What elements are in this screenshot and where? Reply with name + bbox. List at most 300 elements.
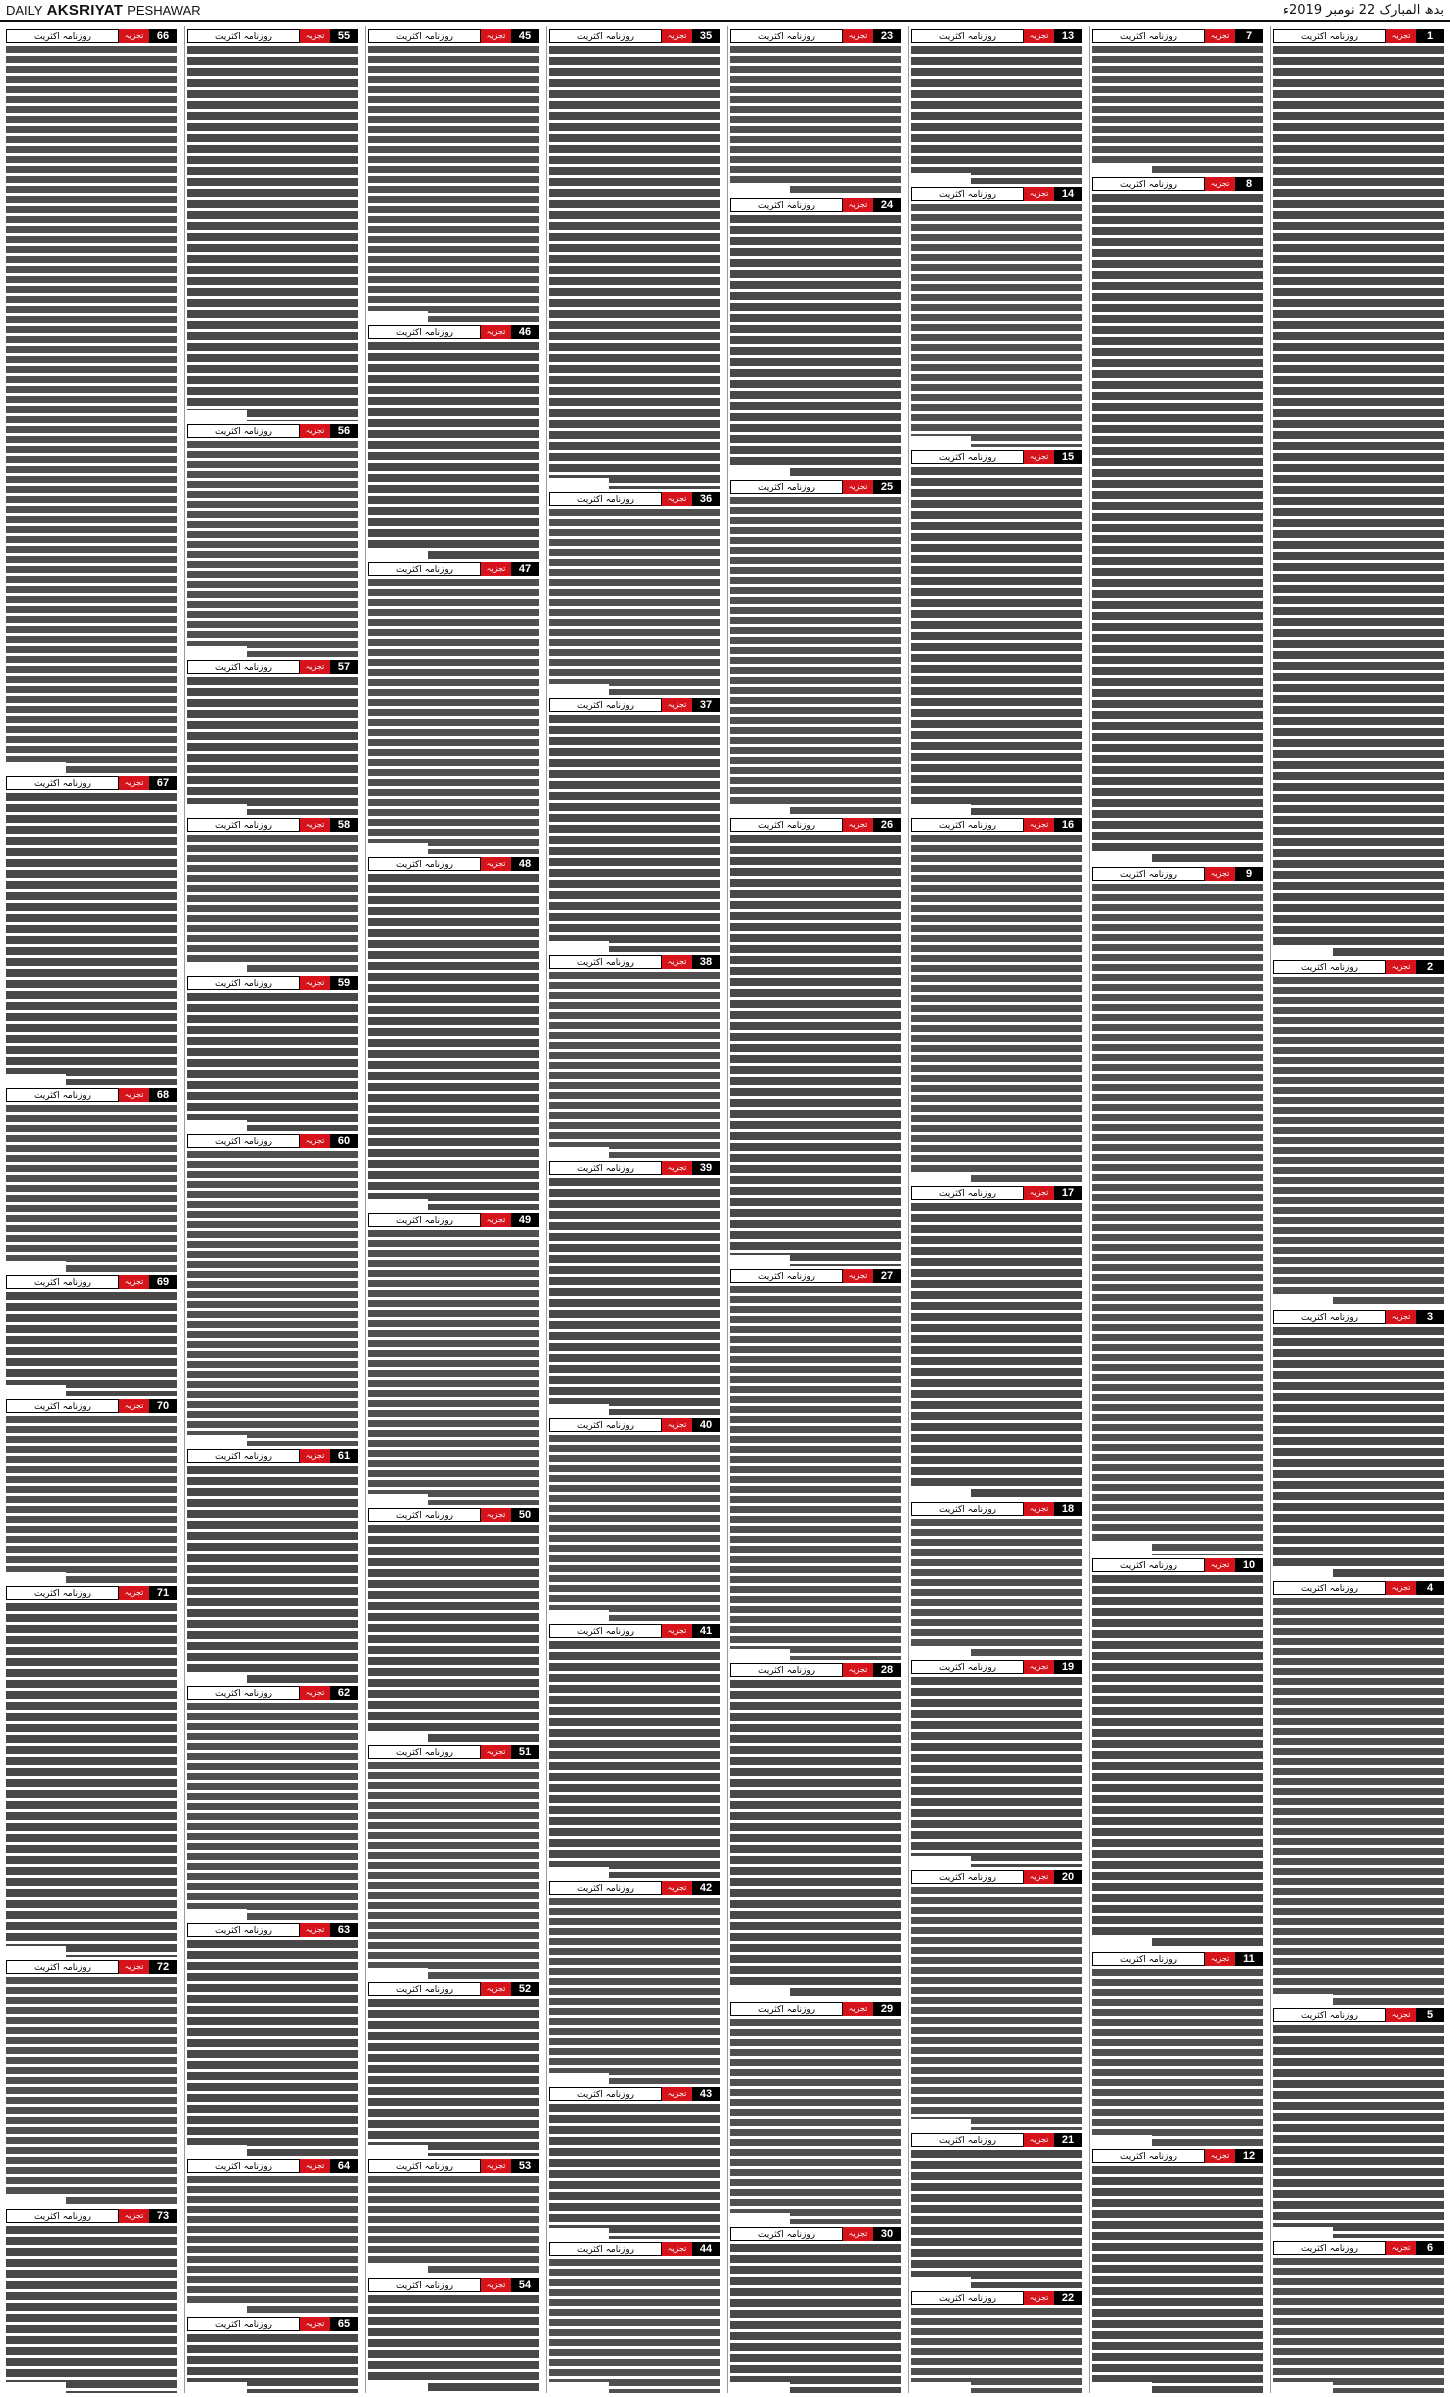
item-number: 36 bbox=[692, 492, 720, 506]
news-item-text bbox=[6, 1416, 177, 1583]
news-item-header bbox=[1092, 2149, 1263, 2163]
news-item-text bbox=[730, 215, 901, 477]
news-item-header bbox=[368, 2278, 539, 2292]
news-item-text bbox=[368, 2295, 539, 2393]
item-badge: تجزیہ bbox=[481, 857, 511, 871]
news-item-header bbox=[368, 2159, 539, 2173]
item-badge: تجزیہ bbox=[1024, 1660, 1054, 1674]
news-item bbox=[730, 1999, 901, 2224]
news-column bbox=[727, 26, 903, 2393]
news-item-header bbox=[187, 976, 358, 990]
news-item-text bbox=[730, 2019, 901, 2224]
item-badge: تجزیہ bbox=[481, 1213, 511, 1227]
item-source-label: روزنامہ اکثریت bbox=[1273, 29, 1386, 43]
news-item-header bbox=[549, 29, 720, 43]
item-source-label: روزنامہ اکثریت bbox=[1092, 1558, 1205, 1572]
news-item-text bbox=[730, 1286, 901, 1661]
item-number: 66 bbox=[149, 29, 177, 43]
item-source-label: روزنامہ اکثریت bbox=[1092, 867, 1205, 881]
news-item-text bbox=[911, 835, 1082, 1183]
item-number: 48 bbox=[511, 857, 539, 871]
news-item bbox=[187, 26, 358, 421]
news-item-header bbox=[187, 1923, 358, 1937]
item-number: 12 bbox=[1235, 2149, 1263, 2163]
news-item-header bbox=[368, 562, 539, 576]
item-number: 54 bbox=[511, 2278, 539, 2292]
item-source-label: روزنامہ اکثریت bbox=[187, 976, 300, 990]
item-source-label: روزنامہ اکثریت bbox=[911, 187, 1024, 201]
news-item-header bbox=[6, 1586, 177, 1600]
item-number: 62 bbox=[330, 1686, 358, 1700]
item-number: 13 bbox=[1054, 29, 1082, 43]
item-source-label: روزنامہ اکثریت bbox=[187, 1134, 300, 1148]
news-item-header bbox=[1092, 29, 1263, 43]
news-item-header bbox=[1273, 2008, 1444, 2022]
item-badge: تجزیہ bbox=[119, 1586, 149, 1600]
news-item-header bbox=[187, 1686, 358, 1700]
news-item-header bbox=[549, 1418, 720, 1432]
item-number: 4 bbox=[1416, 1581, 1444, 1595]
news-item bbox=[1092, 1949, 1263, 2146]
item-number: 44 bbox=[692, 2242, 720, 2256]
item-number: 27 bbox=[873, 1269, 901, 1283]
news-item bbox=[730, 195, 901, 477]
item-number: 59 bbox=[330, 976, 358, 990]
news-item-text bbox=[6, 1977, 177, 2206]
news-item bbox=[368, 1210, 539, 1506]
news-item-header bbox=[549, 2087, 720, 2101]
news-item-header bbox=[6, 1275, 177, 1289]
news-item-header bbox=[6, 1960, 177, 1974]
news-item bbox=[6, 2206, 177, 2393]
news-item-header bbox=[730, 29, 901, 43]
news-item-header bbox=[730, 2227, 901, 2241]
news-item-text bbox=[1092, 1969, 1263, 2146]
item-source-label: روزنامہ اکثریت bbox=[911, 1502, 1024, 1516]
item-badge: تجزیہ bbox=[1024, 1870, 1054, 1884]
news-item bbox=[911, 1657, 1082, 1867]
item-number: 28 bbox=[873, 1663, 901, 1677]
item-source-label: روزنامہ اکثریت bbox=[1273, 960, 1386, 974]
masthead bbox=[0, 0, 1450, 22]
item-badge: تجزیہ bbox=[1205, 177, 1235, 191]
news-item-header bbox=[911, 1186, 1082, 1200]
item-number: 24 bbox=[873, 198, 901, 212]
item-source-label: روزنامہ اکثریت bbox=[1273, 2008, 1386, 2022]
item-number: 47 bbox=[511, 562, 539, 576]
item-badge: تجزیہ bbox=[662, 1161, 692, 1175]
news-item-header bbox=[549, 698, 720, 712]
item-badge: تجزیہ bbox=[119, 776, 149, 790]
daily-label: DAILY bbox=[6, 2, 43, 18]
item-number: 20 bbox=[1054, 1870, 1082, 1884]
news-item-text bbox=[549, 46, 720, 489]
item-number: 15 bbox=[1054, 450, 1082, 464]
news-item bbox=[6, 773, 177, 1084]
item-number: 10 bbox=[1235, 1558, 1263, 1572]
news-item bbox=[1092, 1555, 1263, 1950]
item-number: 18 bbox=[1054, 1502, 1082, 1516]
news-item bbox=[368, 322, 539, 559]
item-badge: تجزیہ bbox=[1386, 960, 1416, 974]
news-item-header bbox=[549, 492, 720, 506]
city-label: PESHAWAR bbox=[127, 2, 201, 18]
item-source-label: روزنامہ اکثریت bbox=[6, 29, 119, 43]
news-column bbox=[908, 26, 1084, 2393]
item-number: 25 bbox=[873, 480, 901, 494]
item-badge: تجزیہ bbox=[1205, 1558, 1235, 1572]
news-item-text bbox=[1273, 2258, 1444, 2393]
news-item-header bbox=[368, 1213, 539, 1227]
news-item bbox=[187, 1131, 358, 1447]
item-badge: تجزیہ bbox=[662, 492, 692, 506]
news-item-text bbox=[911, 46, 1082, 184]
news-item-text bbox=[368, 2176, 539, 2274]
news-item bbox=[549, 1415, 720, 1621]
item-badge: تجزیہ bbox=[119, 1399, 149, 1413]
item-source-label: روزنامہ اکثریت bbox=[6, 1586, 119, 1600]
issue-date: بدھ المبارک 22 نومبر 2019ء bbox=[1282, 2, 1444, 18]
item-number: 38 bbox=[692, 955, 720, 969]
news-item-text bbox=[730, 1680, 901, 1998]
item-badge: تجزیہ bbox=[1024, 2291, 1054, 2305]
news-item-text bbox=[1092, 884, 1263, 1554]
item-badge: تجزیہ bbox=[662, 698, 692, 712]
item-source-label: روزنامہ اکثریت bbox=[6, 2209, 119, 2223]
item-number: 60 bbox=[330, 1134, 358, 1148]
item-source-label: روزنامہ اکثریت bbox=[368, 1213, 481, 1227]
news-item-header bbox=[368, 1745, 539, 1759]
item-badge: تجزیہ bbox=[1386, 29, 1416, 43]
news-item-header bbox=[187, 660, 358, 674]
item-badge: تجزیہ bbox=[481, 1982, 511, 1996]
item-badge: تجزیہ bbox=[662, 1624, 692, 1638]
news-column bbox=[546, 26, 722, 2393]
news-item bbox=[6, 1396, 177, 1583]
news-item-text bbox=[730, 497, 901, 815]
item-badge: تجزیہ bbox=[1024, 29, 1054, 43]
item-badge: تجزیہ bbox=[481, 2159, 511, 2173]
item-source-label: روزنامہ اکثریت bbox=[187, 2159, 300, 2173]
item-badge: تجزیہ bbox=[662, 2087, 692, 2101]
item-badge: تجزیہ bbox=[300, 424, 330, 438]
item-number: 42 bbox=[692, 1881, 720, 1895]
news-item-text bbox=[1273, 46, 1444, 957]
news-item-text bbox=[911, 1677, 1082, 1867]
news-item-text bbox=[1092, 1575, 1263, 1950]
news-item-text bbox=[911, 1519, 1082, 1657]
news-item bbox=[368, 559, 539, 855]
item-source-label: روزنامہ اکثریت bbox=[1273, 1581, 1386, 1595]
news-item-header bbox=[1273, 1581, 1444, 1595]
item-badge: تجزیہ bbox=[481, 2278, 511, 2292]
item-number: 51 bbox=[511, 1745, 539, 1759]
item-source-label: روزنامہ اکثریت bbox=[730, 818, 843, 832]
news-item-header bbox=[911, 2291, 1082, 2305]
news-item bbox=[187, 657, 358, 815]
item-number: 55 bbox=[330, 29, 358, 43]
news-item-header bbox=[187, 1449, 358, 1463]
item-badge: تجزیہ bbox=[300, 1923, 330, 1937]
news-item-text bbox=[730, 2244, 901, 2393]
news-item bbox=[187, 421, 358, 658]
news-item-header bbox=[368, 29, 539, 43]
item-badge: تجزیہ bbox=[843, 198, 873, 212]
item-badge: تجزیہ bbox=[481, 1745, 511, 1759]
item-number: 16 bbox=[1054, 818, 1082, 832]
news-column bbox=[184, 26, 360, 2393]
item-badge: تجزیہ bbox=[1024, 2133, 1054, 2147]
news-item bbox=[911, 26, 1082, 184]
news-item-text bbox=[368, 579, 539, 855]
item-source-label: روزنامہ اکثریت bbox=[549, 955, 662, 969]
item-number: 7 bbox=[1235, 29, 1263, 43]
news-item bbox=[730, 1266, 901, 1661]
news-item bbox=[187, 815, 358, 973]
news-item-text bbox=[1273, 1598, 1444, 2005]
item-number: 23 bbox=[873, 29, 901, 43]
news-item-text bbox=[6, 1105, 177, 1272]
item-source-label: روزنامہ اکثریت bbox=[368, 1745, 481, 1759]
news-item bbox=[549, 1621, 720, 1878]
item-source-label: روزنامہ اکثریت bbox=[368, 1982, 481, 1996]
news-item bbox=[1092, 26, 1263, 174]
news-item-text bbox=[549, 2104, 720, 2238]
news-item bbox=[911, 1499, 1082, 1657]
news-item-text bbox=[6, 1603, 177, 1957]
news-item-text bbox=[187, 46, 358, 421]
news-item-text bbox=[368, 1525, 539, 1742]
item-number: 2 bbox=[1416, 960, 1444, 974]
item-badge: تجزیہ bbox=[1024, 450, 1054, 464]
item-number: 5 bbox=[1416, 2008, 1444, 2022]
news-item-text bbox=[6, 1292, 177, 1397]
item-badge: تجزیہ bbox=[843, 1269, 873, 1283]
item-number: 57 bbox=[330, 660, 358, 674]
item-number: 70 bbox=[149, 1399, 177, 1413]
news-item-header bbox=[911, 818, 1082, 832]
news-item-text bbox=[549, 1898, 720, 2084]
item-number: 11 bbox=[1235, 1952, 1263, 1966]
news-item bbox=[911, 815, 1082, 1183]
news-item-header bbox=[911, 1502, 1082, 1516]
item-source-label: روزنامہ اکثریت bbox=[368, 2159, 481, 2173]
item-number: 29 bbox=[873, 2002, 901, 2016]
item-badge: تجزیہ bbox=[843, 1663, 873, 1677]
item-source-label: روزنامہ اکثریت bbox=[368, 29, 481, 43]
item-source-label: روزنامہ اکثریت bbox=[911, 1660, 1024, 1674]
news-item-text bbox=[187, 835, 358, 973]
item-badge: تجزیہ bbox=[119, 1960, 149, 1974]
item-number: 45 bbox=[511, 29, 539, 43]
item-badge: تجزیہ bbox=[662, 2242, 692, 2256]
news-item-header bbox=[730, 198, 901, 212]
item-number: 73 bbox=[149, 2209, 177, 2223]
news-item-text bbox=[6, 793, 177, 1084]
news-item-header bbox=[187, 1134, 358, 1148]
news-column bbox=[1270, 26, 1446, 2393]
item-number: 37 bbox=[692, 698, 720, 712]
news-item-header bbox=[1273, 960, 1444, 974]
news-item bbox=[730, 815, 901, 1266]
news-item-text bbox=[187, 441, 358, 658]
news-item bbox=[368, 1742, 539, 1979]
item-number: 9 bbox=[1235, 867, 1263, 881]
item-source-label: روزنامہ اکثریت bbox=[1092, 2149, 1205, 2163]
news-item bbox=[368, 2275, 539, 2393]
news-item bbox=[187, 1920, 358, 2157]
item-badge: تجزیہ bbox=[1205, 2149, 1235, 2163]
item-badge: تجزیہ bbox=[662, 1418, 692, 1432]
item-badge: تجزیہ bbox=[662, 955, 692, 969]
news-item-header bbox=[730, 818, 901, 832]
news-item-header bbox=[1092, 1558, 1263, 1572]
news-item bbox=[549, 26, 720, 489]
item-number: 50 bbox=[511, 1508, 539, 1522]
item-source-label: روزنامہ اکثریت bbox=[368, 325, 481, 339]
news-item-header bbox=[549, 955, 720, 969]
item-source-label: روزنامہ اکثریت bbox=[549, 2242, 662, 2256]
item-number: 72 bbox=[149, 1960, 177, 1974]
item-source-label: روزنامہ اکثریت bbox=[6, 1399, 119, 1413]
item-source-label: روزنامہ اکثریت bbox=[368, 562, 481, 576]
item-badge: تجزیہ bbox=[1386, 2241, 1416, 2255]
news-item bbox=[368, 1505, 539, 1742]
item-source-label: روزنامہ اکثریت bbox=[187, 818, 300, 832]
item-badge: تجزیہ bbox=[300, 2159, 330, 2173]
news-item bbox=[1273, 1307, 1444, 1579]
item-badge: تجزیہ bbox=[481, 29, 511, 43]
news-item-text bbox=[1092, 2166, 1263, 2393]
news-item-header bbox=[730, 1269, 901, 1283]
news-item bbox=[187, 973, 358, 1131]
paper-name: AKSRIYAT bbox=[46, 1, 124, 19]
item-badge: تجزیہ bbox=[1205, 1952, 1235, 1966]
item-source-label: روزنامہ اکثریت bbox=[368, 857, 481, 871]
news-item-text bbox=[187, 993, 358, 1131]
news-item bbox=[730, 477, 901, 815]
item-source-label: روزنامہ اکثریت bbox=[6, 1088, 119, 1102]
item-badge: تجزیہ bbox=[662, 1881, 692, 1895]
news-item-text bbox=[1273, 1327, 1444, 1579]
item-source-label: روزنامہ اکثریت bbox=[911, 2133, 1024, 2147]
news-item-header bbox=[187, 29, 358, 43]
news-item-header bbox=[549, 1624, 720, 1638]
news-item-text bbox=[549, 509, 720, 695]
item-number: 63 bbox=[330, 1923, 358, 1937]
item-source-label: روزنامہ اکثریت bbox=[6, 1275, 119, 1289]
item-source-label: روزنامہ اکثریت bbox=[549, 2087, 662, 2101]
item-number: 64 bbox=[330, 2159, 358, 2173]
item-badge: تجزیہ bbox=[1205, 867, 1235, 881]
item-badge: تجزیہ bbox=[1205, 29, 1235, 43]
item-number: 6 bbox=[1416, 2241, 1444, 2255]
item-source-label: روزنامہ اکثریت bbox=[187, 1923, 300, 1937]
news-item-text bbox=[187, 2334, 358, 2393]
news-item-header bbox=[1092, 867, 1263, 881]
news-item bbox=[6, 1085, 177, 1272]
item-badge: تجزیہ bbox=[843, 29, 873, 43]
news-item-header bbox=[187, 818, 358, 832]
news-item bbox=[911, 184, 1082, 447]
news-item bbox=[549, 1878, 720, 2084]
news-item bbox=[549, 1158, 720, 1415]
news-item-header bbox=[1273, 29, 1444, 43]
item-badge: تجزیہ bbox=[843, 2002, 873, 2016]
news-item-text bbox=[368, 874, 539, 1209]
item-number: 43 bbox=[692, 2087, 720, 2101]
item-source-label: روزنامہ اکثریت bbox=[730, 29, 843, 43]
news-item-header bbox=[1273, 2241, 1444, 2255]
item-source-label: روزنامہ اکثریت bbox=[6, 776, 119, 790]
item-number: 1 bbox=[1416, 29, 1444, 43]
news-item-header bbox=[549, 1161, 720, 1175]
news-item bbox=[6, 1583, 177, 1957]
news-item bbox=[6, 26, 177, 773]
news-item bbox=[1273, 26, 1444, 957]
news-item bbox=[6, 1957, 177, 2206]
item-number: 35 bbox=[692, 29, 720, 43]
item-badge: تجزیہ bbox=[119, 2209, 149, 2223]
news-item-header bbox=[368, 325, 539, 339]
item-number: 22 bbox=[1054, 2291, 1082, 2305]
news-item-header bbox=[911, 1870, 1082, 1884]
item-source-label: روزنامہ اکثریت bbox=[730, 480, 843, 494]
item-badge: تجزیہ bbox=[1024, 1186, 1054, 1200]
news-item-text bbox=[368, 1999, 539, 2157]
item-source-label: روزنامہ اکثریت bbox=[549, 1624, 662, 1638]
news-item-header bbox=[549, 2242, 720, 2256]
item-number: 49 bbox=[511, 1213, 539, 1227]
item-badge: تجزیہ bbox=[1024, 818, 1054, 832]
news-item bbox=[368, 2156, 539, 2274]
news-item-text bbox=[1273, 977, 1444, 1306]
item-source-label: روزنامہ اکثریت bbox=[911, 1870, 1024, 1884]
news-columns bbox=[4, 26, 1446, 2393]
item-badge: تجزیہ bbox=[843, 480, 873, 494]
item-badge: تجزیہ bbox=[1024, 187, 1054, 201]
item-badge: تجزیہ bbox=[300, 1134, 330, 1148]
item-source-label: روزنامہ اکثریت bbox=[1092, 29, 1205, 43]
item-number: 14 bbox=[1054, 187, 1082, 201]
news-item-text bbox=[549, 1435, 720, 1621]
news-item-header bbox=[911, 187, 1082, 201]
item-source-label: روزنامہ اکثریت bbox=[368, 1508, 481, 1522]
item-number: 41 bbox=[692, 1624, 720, 1638]
news-item-text bbox=[549, 2259, 720, 2393]
item-badge: تجزیہ bbox=[300, 818, 330, 832]
news-item bbox=[1273, 957, 1444, 1306]
news-item-header bbox=[368, 1982, 539, 1996]
item-source-label: روزنامہ اکثریت bbox=[187, 2317, 300, 2331]
item-badge: تجزیہ bbox=[843, 2227, 873, 2241]
item-number: 71 bbox=[149, 1586, 177, 1600]
item-source-label: روزنامہ اکثریت bbox=[1273, 1310, 1386, 1324]
news-item bbox=[368, 26, 539, 322]
news-item-text bbox=[368, 342, 539, 559]
news-item bbox=[911, 1867, 1082, 2130]
item-badge: تجزیہ bbox=[1386, 2008, 1416, 2022]
news-item-header bbox=[911, 1660, 1082, 1674]
item-source-label: روزنامہ اکثریت bbox=[1092, 1952, 1205, 1966]
item-number: 19 bbox=[1054, 1660, 1082, 1674]
news-item-text bbox=[911, 467, 1082, 815]
news-item-text bbox=[549, 715, 720, 952]
item-number: 61 bbox=[330, 1449, 358, 1463]
news-item-header bbox=[6, 1399, 177, 1413]
news-item-text bbox=[187, 1703, 358, 1920]
news-item bbox=[368, 854, 539, 1209]
